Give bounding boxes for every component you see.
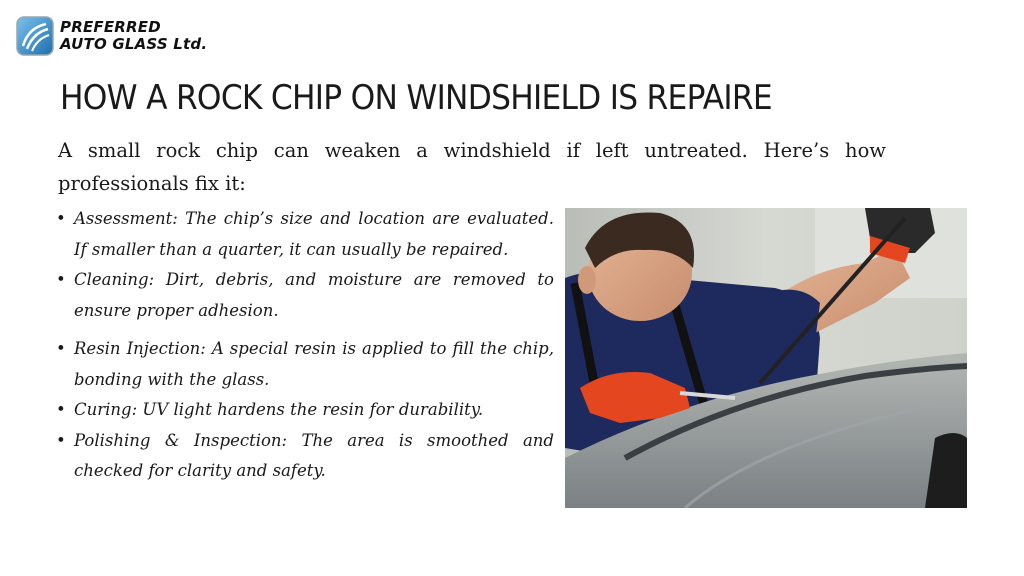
list-item-text: Curing: UV light hardens the resin for durability. [74,400,484,419]
list-item-text: Assessment: The chip’s size and location are evaluated. If smaller than a quarter, it can usually be repaired. [74,209,554,259]
list-item-text: Resin Injection: A special resin is applied to fill the chip, bonding with the glass. [74,339,554,389]
company-logo [16,16,207,56]
bullet-icon: • [56,400,66,419]
list-item-text: Polishing & Inspection: The area is smoothed and checked for clarity and safety. [74,430,554,480]
list-item-text: Cleaning: Dirt, debris, and moisture are removed to ensure proper adhesion. [74,270,554,320]
windshield-logo-icon [16,16,54,56]
list-item [54,265,554,326]
list-item [54,426,554,487]
technician-windshield-photo [565,208,967,508]
list-item [54,204,554,265]
bullet-icon: • [56,430,66,450]
list-item [54,395,554,426]
bullet-icon: • [56,209,66,228]
page-title: HOW A ROCK CHIP ON WINDSHIELD IS REPAIRE [60,78,772,118]
bullet-icon: • [56,270,66,289]
list-item [54,334,554,395]
logo-line-1: PREFERRED [60,18,161,36]
bullet-icon: • [56,339,66,358]
intro-paragraph: A small rock chip can weaken a windshield if left untreated. Here’s how professionals fix it: [58,139,886,195]
repair-steps-list [54,204,554,487]
logo-line-2: AUTO GLASS Ltd. [60,35,208,53]
